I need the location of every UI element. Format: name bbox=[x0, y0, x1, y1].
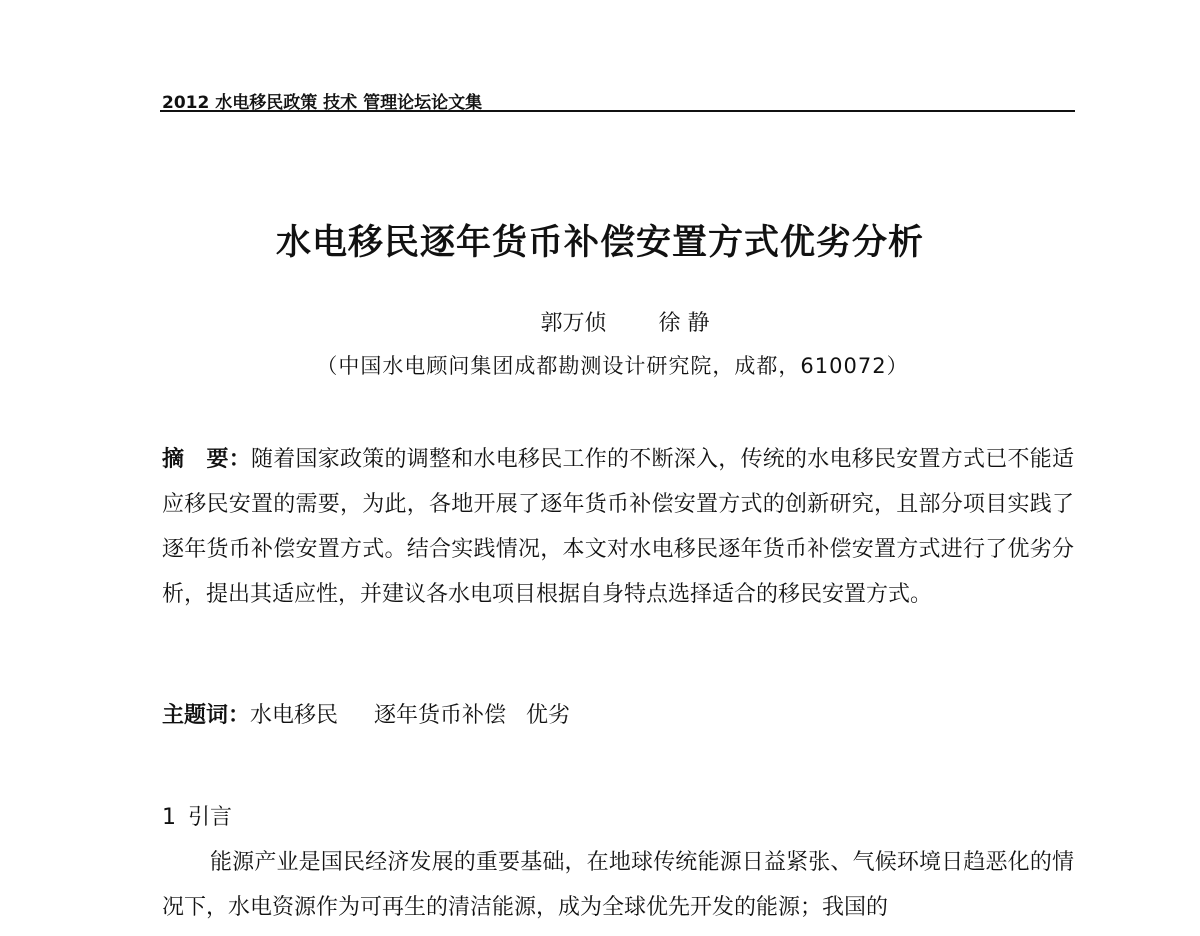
abstract-text: 随着国家政策的调整和水电移民工作的不断深入，传统的水电移民安置方式已不能适应移民安置的需要，为此，各地开展了逐年货币补偿安置方式的创新研究，且部分项目实践了逐年货币补偿安置方式。结合实践情况，本文对水电移民逐年货币补偿安置方式进行了优劣分析，提出其适应性，并建议各水电项目根据自身特点选择适合的移民安置方式。 bbox=[162, 447, 1074, 607]
keyword-2: 逐年货币补偿 bbox=[374, 703, 507, 728]
abstract-label: 摘 要： bbox=[162, 447, 251, 472]
section-heading bbox=[162, 800, 232, 831]
section-title: 引言 bbox=[188, 805, 233, 830]
section-number: 1 bbox=[162, 805, 176, 830]
author-1: 郭万侦 bbox=[540, 311, 607, 336]
affiliation: （中国水电顾问集团成都勘测设计研究院，成都，610072） bbox=[316, 354, 909, 378]
keywords-label: 主题词： bbox=[162, 703, 251, 728]
authors bbox=[0, 306, 1200, 337]
header-rule bbox=[160, 110, 1075, 112]
keyword-1: 水电移民 bbox=[250, 703, 339, 728]
keywords bbox=[162, 698, 570, 729]
body-paragraph: 能源产业是国民经济发展的重要基础，在地球传统能源日益紧张、气候环境日趋恶化的情况下，水电资源作为可再生的清洁能源，成为全球优先开发的能源；我国的 bbox=[162, 850, 1074, 920]
abstract bbox=[162, 437, 1074, 617]
keyword-3: 优劣 bbox=[526, 703, 571, 728]
author-2: 徐 静 bbox=[658, 311, 710, 336]
paper-title: 水电移民逐年货币补偿安置方式优劣分析 bbox=[275, 222, 924, 263]
running-header: 2012 水电移民政策 技术 管理论坛论文集 bbox=[162, 93, 483, 113]
